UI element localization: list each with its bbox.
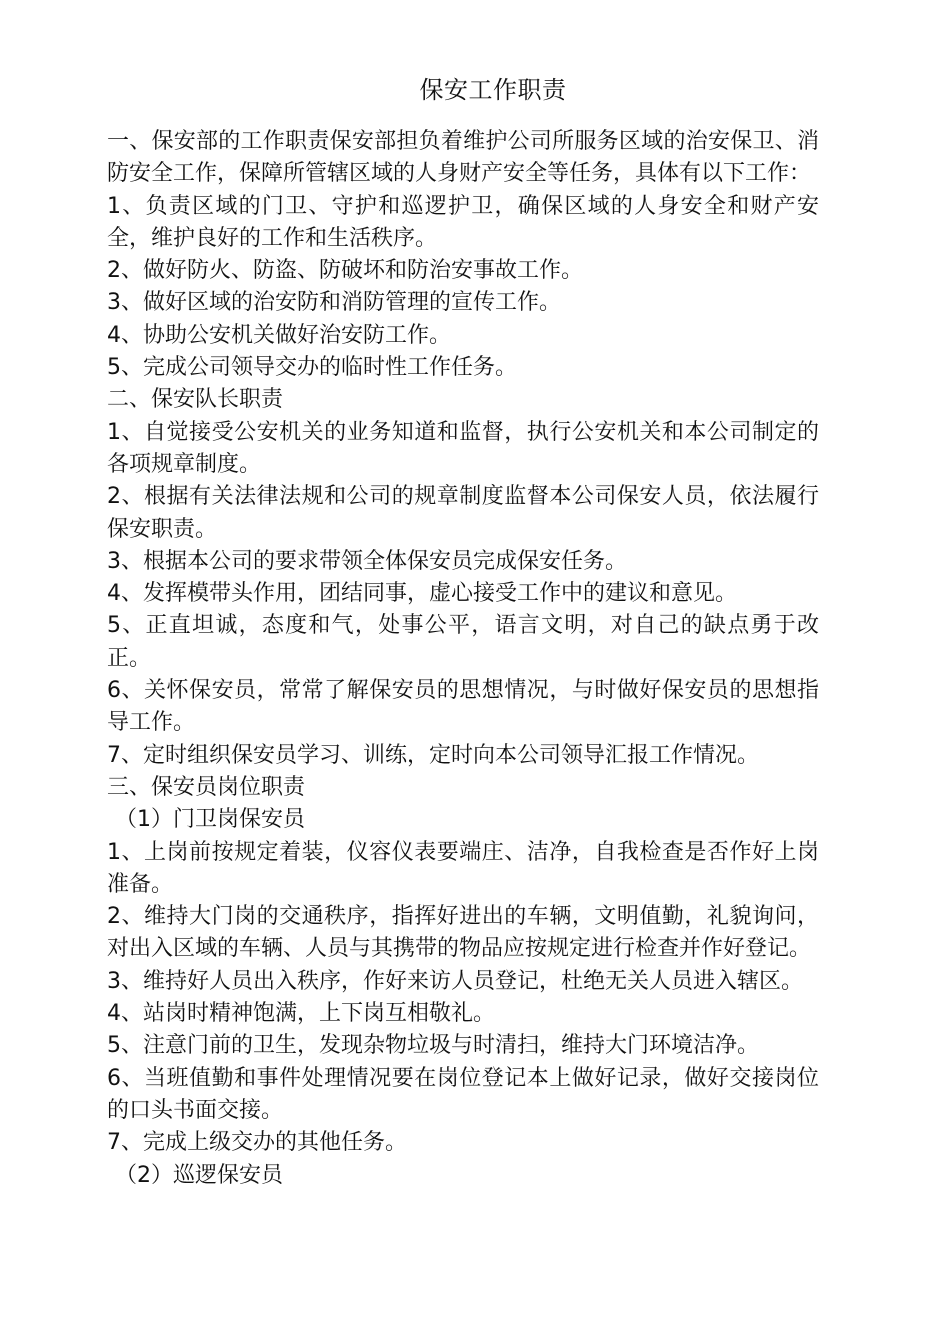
paragraph-item: 4、站岗时精神饱满，上下岗互相敬礼。 bbox=[107, 1001, 495, 1027]
paragraph-item: 1、负责区域的门卫、守护和巡逻护卫，确保区域的人身安全和财产安全，维护良好的工作和生活秩序。 bbox=[107, 193, 819, 251]
paragraph-item: 5、注意门前的卫生，发现杂物垃圾与时清扫，维持大门环境洁净。 bbox=[107, 1033, 759, 1059]
paragraph-item: 4、发挥模带头作用，团结同事，虚心接受工作中的建议和意见。 bbox=[107, 581, 737, 607]
paragraph-item: 3、根据本公司的要求带领全体保安员完成保安任务。 bbox=[107, 548, 627, 574]
document-page bbox=[107, 74, 819, 1192]
paragraph-item: 5、正直坦诚，态度和气，处事公平，语言文明，对自己的缺点勇于改正。 bbox=[107, 613, 819, 671]
paragraph-item: 6、当班值勤和事件处理情况要在岗位登记本上做好记录，做好交接岗位的口头书面交接。 bbox=[107, 1065, 819, 1123]
subsection-heading: （2）巡逻保安员 bbox=[115, 1162, 283, 1188]
subsection-heading: （1）门卫岗保安员 bbox=[115, 807, 305, 833]
paragraph-item: 2、根据有关法律法规和公司的规章制度监督本公司保安人员，依法履行保安职责。 bbox=[107, 484, 819, 542]
section-heading: 三、保安员岗位职责 bbox=[107, 774, 306, 800]
paragraph-item: 7、完成上级交办的其他任务。 bbox=[107, 1130, 407, 1156]
paragraph-item: 7、定时组织保安员学习、训练，定时向本公司领导汇报工作情况。 bbox=[107, 742, 759, 768]
paragraph-item: 5、完成公司领导交办的临时性工作任务。 bbox=[107, 355, 517, 381]
paragraph-item: 4、协助公安机关做好治安防工作。 bbox=[107, 322, 451, 348]
paragraph-section-1: 一、保安部的工作职责保安部担负着维护公司所服务区域的治安保卫、消防安全工作，保障所管辖区域的人身财产安全等任务，具体有以下工作： bbox=[107, 129, 819, 187]
paragraph-item: 1、自觉接受公安机关的业务知道和监督，执行公安机关和本公司制定的各项规章制度。 bbox=[107, 419, 819, 477]
paragraph-item: 2、做好防火、防盗、防破坏和防治安事故工作。 bbox=[107, 258, 583, 284]
paragraph-item: 3、维持好人员出入秩序，作好来访人员登记，杜绝无关人员进入辖区。 bbox=[107, 968, 803, 994]
paragraph-item: 6、关怀保安员，常常了解保安员的思想情况，与时做好保安员的思想指导工作。 bbox=[107, 678, 819, 736]
paragraph-item: 2、维持大门岗的交通秩序，指挥好进出的车辆，文明值勤，礼貌询问，对出入区域的车辆、人员与其携带的物品应按规定进行检查并作好登记。 bbox=[107, 904, 819, 962]
section-heading: 二、保安队长职责 bbox=[107, 387, 284, 413]
document-title: 保安工作职责 bbox=[419, 76, 567, 104]
paragraph-item: 3、做好区域的治安防和消防管理的宣传工作。 bbox=[107, 290, 561, 316]
paragraph-item: 1、上岗前按规定着装，仪容仪表要端庄、洁净，自我检查是否作好上岗准备。 bbox=[107, 839, 819, 897]
